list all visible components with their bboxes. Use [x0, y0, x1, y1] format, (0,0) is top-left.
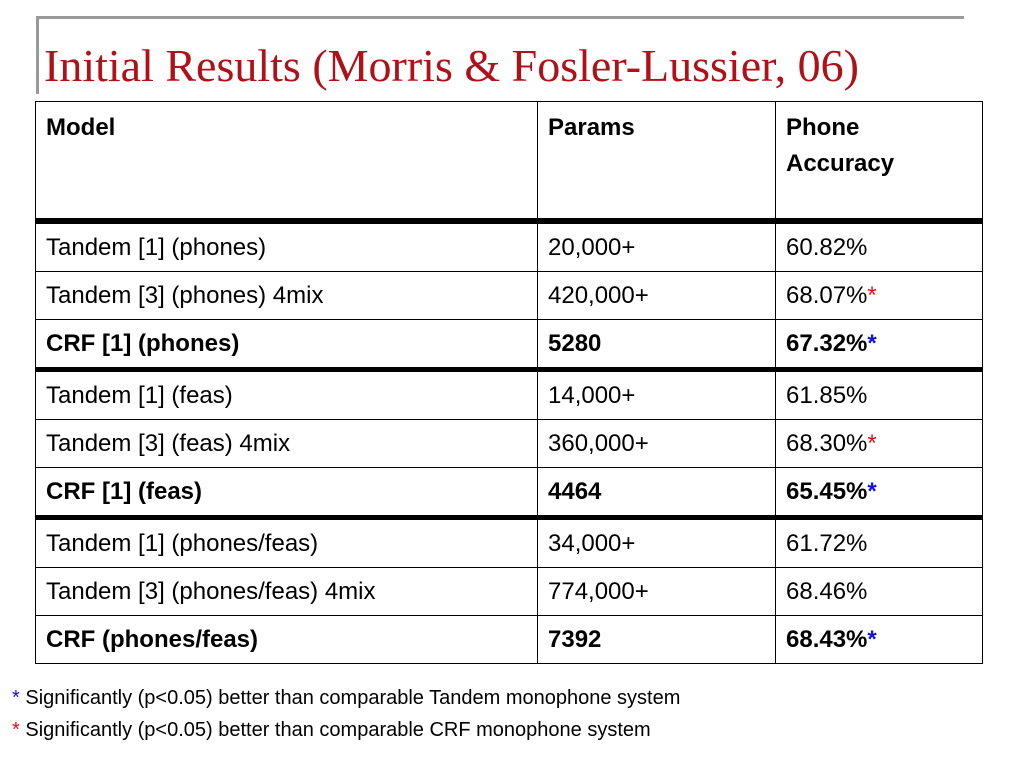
cell-accuracy: [776, 568, 983, 616]
accuracy-value: 65.45%: [786, 477, 868, 505]
cell-params: 14,000+: [538, 370, 776, 420]
table-row: [36, 370, 983, 420]
cell-model: CRF [1] (feas): [36, 468, 538, 518]
table-header-row: [36, 102, 983, 222]
footnote-text: Significantly (p<0.05) better than comparable Tandem monophone system: [19, 687, 681, 709]
cell-model: Tandem [3] (feas) 4mix: [36, 420, 538, 468]
cell-model: Tandem [1] (feas): [36, 370, 538, 420]
cell-model: CRF (phones/feas): [36, 616, 538, 664]
significance-star-blue: *: [867, 329, 877, 357]
cell-params: 4464: [538, 468, 776, 518]
cell-accuracy: [776, 420, 983, 468]
cell-accuracy: [776, 616, 983, 664]
table-row: [36, 518, 983, 568]
footnote-star-red: *: [12, 719, 20, 741]
cell-model: Tandem [3] (phones) 4mix: [36, 272, 538, 320]
cell-params: 20,000+: [538, 221, 776, 272]
cell-accuracy: [776, 370, 983, 420]
header-model: Model: [36, 102, 538, 222]
results-table: [35, 101, 983, 664]
cell-params: 360,000+: [538, 420, 776, 468]
title-accent-horizontal-line: [36, 16, 964, 19]
table-row: [36, 468, 983, 518]
table-row: [36, 272, 983, 320]
table-row: [36, 221, 983, 272]
cell-model: Tandem [3] (phones/feas) 4mix: [36, 568, 538, 616]
accuracy-value: 61.72%: [786, 529, 868, 557]
header-phone-accuracy: Phone Accuracy: [776, 102, 983, 222]
footnote-crf: [12, 714, 680, 746]
accuracy-value: 61.85%: [786, 381, 868, 409]
footnotes: [12, 682, 680, 746]
footnote-text: Significantly (p<0.05) better than comparable CRF monophone system: [19, 719, 651, 741]
cell-model: Tandem [1] (phones/feas): [36, 518, 538, 568]
accuracy-value: 68.30%: [786, 429, 868, 457]
cell-accuracy: [776, 272, 983, 320]
accuracy-value: 67.32%: [786, 329, 868, 357]
cell-params: 774,000+: [538, 568, 776, 616]
cell-accuracy: [776, 468, 983, 518]
accuracy-value: 68.46%: [786, 577, 868, 605]
table-row: [36, 420, 983, 468]
table-row: [36, 568, 983, 616]
cell-model: Tandem [1] (phones): [36, 221, 538, 272]
cell-params: 34,000+: [538, 518, 776, 568]
cell-accuracy: [776, 320, 983, 370]
cell-accuracy: [776, 221, 983, 272]
header-params: Params: [538, 102, 776, 222]
title-accent-vertical-line: [36, 16, 39, 94]
cell-params: 5280: [538, 320, 776, 370]
table-row: [36, 320, 983, 370]
footnote-tandem: [12, 682, 680, 714]
significance-star-red: *: [867, 281, 877, 309]
accuracy-value: 68.43%: [786, 625, 868, 653]
table-row: [36, 616, 983, 664]
significance-star-red: *: [867, 429, 877, 457]
cell-params: 7392: [538, 616, 776, 664]
slide-title: Initial Results (Morris & Fosler-Lussier, 06): [44, 40, 859, 91]
significance-star-blue: *: [867, 625, 877, 653]
accuracy-value: 60.82%: [786, 233, 868, 261]
accuracy-value: 68.07%: [786, 281, 868, 309]
footnote-star-blue: *: [12, 687, 20, 709]
cell-accuracy: [776, 518, 983, 568]
cell-model: CRF [1] (phones): [36, 320, 538, 370]
significance-star-blue: *: [867, 477, 877, 505]
cell-params: 420,000+: [538, 272, 776, 320]
